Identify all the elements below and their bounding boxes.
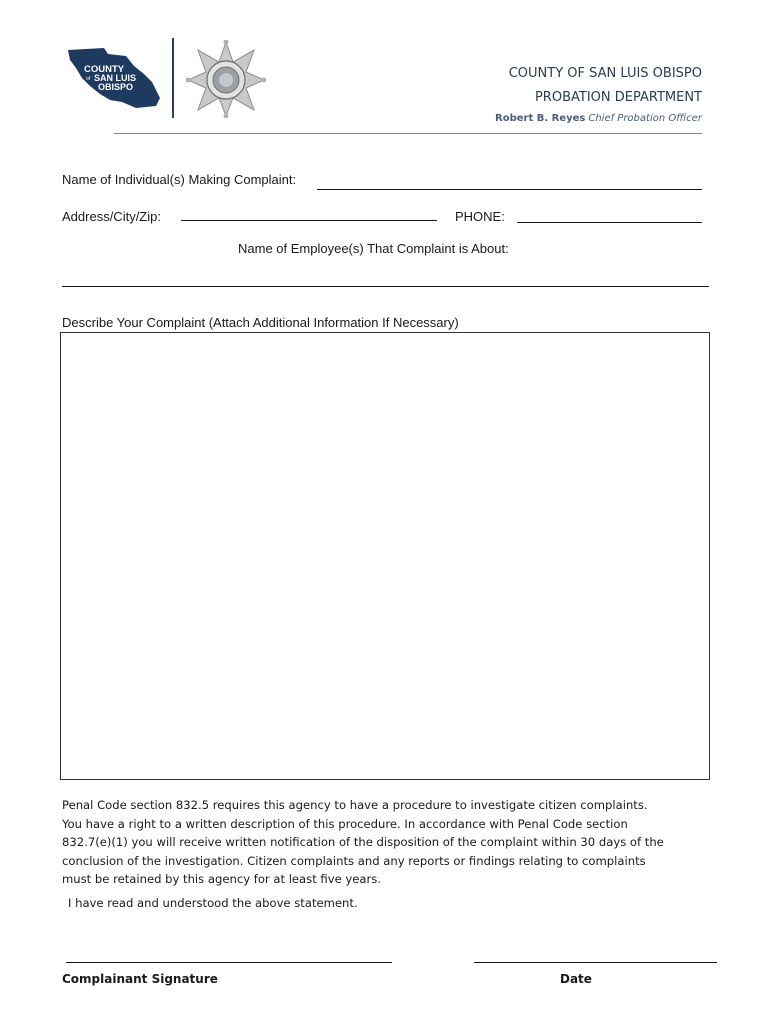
describe-complaint-label: Describe Your Complaint (Attach Additional Information If Necessary) [62, 315, 459, 330]
date-label: Date [560, 972, 592, 986]
signature-field[interactable] [66, 962, 392, 963]
address-label: Address/City/Zip: [62, 209, 161, 224]
phone-field[interactable] [517, 222, 702, 223]
notice-line: must be retained by this agency for at least five years. [62, 872, 382, 887]
notice-line: You have a right to a written description of this procedure. In accordance with Penal Code section [62, 816, 628, 831]
officer-line [495, 113, 702, 124]
logo-text-of: of [86, 76, 91, 82]
address-field[interactable] [181, 220, 437, 221]
logo-text-san-luis: SAN LUIS [94, 73, 137, 83]
complainant-name-label: Name of Individual(s) Making Complaint: [62, 172, 297, 187]
notice-line: 832.7(e)(1) you will receive written notification of the disposition of the complaint within 30 days of the [62, 835, 664, 850]
notice-line: Penal Code section 832.5 requires this agency to have a procedure to investigate citizen complaints. [62, 798, 648, 812]
penal-code-notice [62, 796, 712, 889]
notice-line: conclusion of the investigation. Citizen complaints and any reports or findings relating to complaints [62, 853, 646, 868]
acknowledgement-text: I have read and understood the above statement. [68, 896, 358, 910]
logo-divider [172, 38, 174, 118]
badge-icon [186, 40, 266, 118]
header-rule [114, 133, 702, 134]
complaint-description-box[interactable] [60, 332, 710, 780]
phone-label: PHONE: [455, 209, 505, 224]
officer-title: Chief Probation Officer [588, 113, 702, 124]
org-name: COUNTY OF SAN LUIS OBISPO [508, 66, 702, 81]
officer-name: Robert B. Reyes [495, 113, 586, 124]
county-logo [64, 46, 162, 110]
employee-name-field[interactable] [62, 286, 709, 287]
complainant-name-field[interactable] [317, 189, 702, 190]
signature-label: Complainant Signature [62, 972, 218, 986]
logo-text-obispo: OBISPO [98, 82, 134, 92]
employee-name-label: Name of Employee(s) That Complaint is About: [238, 241, 509, 256]
date-field[interactable] [474, 962, 717, 963]
department-name: PROBATION DEPARTMENT [534, 90, 702, 105]
logo-text-county: COUNTY [84, 64, 125, 75]
